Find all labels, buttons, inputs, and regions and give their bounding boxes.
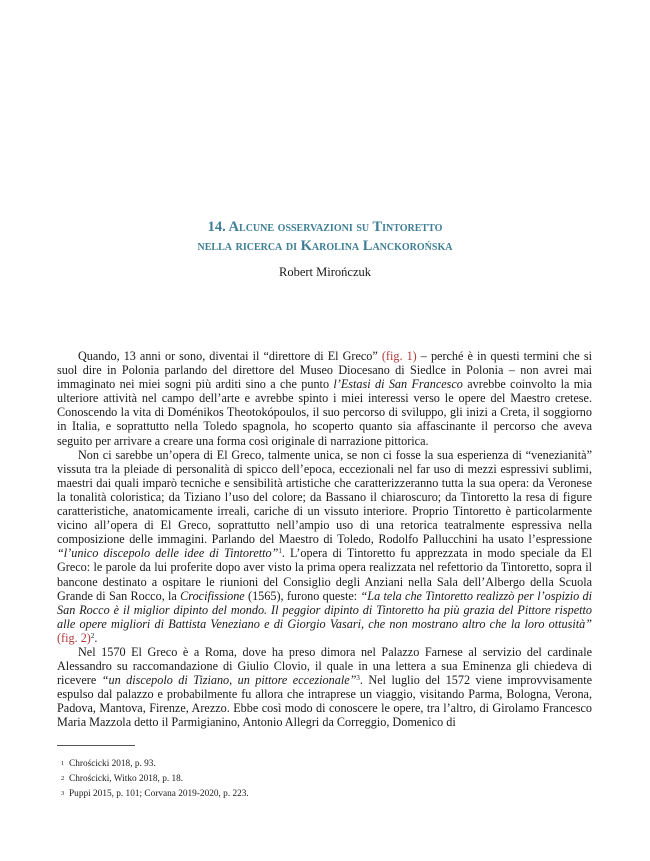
body-text — [57, 349, 592, 730]
footnote-marker[interactable]: 3 — [356, 674, 360, 683]
footnote — [57, 757, 592, 772]
footnote-separator — [57, 745, 135, 746]
paragraph-3 — [57, 645, 592, 730]
text-run: Nel 1570 El Greco è a Roma, dove ha preso dimora nel Palazzo Farnese al servizio del cardinale Alessandro su raccomandazione di Giulio Clovio, il quale in una lettera a sua Eminenza gli chiedeva di ricevere — [57, 644, 592, 688]
footnotes — [57, 757, 592, 802]
footnote-marker[interactable]: 2 — [90, 631, 95, 640]
author-name: Robert Mirończuk — [279, 265, 371, 279]
footnote-number: 3 — [61, 790, 65, 797]
footnote-text: Chrościcki 2018, p. 93. — [69, 759, 156, 769]
text-run: (1565), furono queste: — [244, 588, 361, 603]
italic-quote: “La tela che Tintoretto realizzò per l’ospizio di San Rocco è il miglior dipinto del mondo. Il peggior dipinto di Tintoretto ha più grazia del Pittore rispetto alle opere migliori di Battista Veneziano e di Giorgio Vasari, che non mostrano altro che la loro ottusità” — [57, 588, 592, 631]
text-run: Quando, 13 anni or sono, diventai il “direttore di El Greco” — [78, 349, 382, 363]
text-run: – perché è in questi termini che si suol dire in Polonia parlando del direttore del Museo Diocesano di Siedlce in Polonia – non avrei mai immaginato nei miei sogni più arditi sino a che punto — [57, 349, 593, 392]
text-run: avrebbe coinvolto la mia ulteriore attività nel campo dell’arte e avrebbe spinto i miei interessi verso le opere del Maestro cretese. Conoscendo la vita di Doménikos Theotokópoulos, il suo percorso di sviluppo, gli inizi a Creta, il soggiorno in Italia, e soprattutto nella Toledo spagnola, ho scoperto quanto sia affascinante il percorso che aveva seguito per arrivare a creare una forma così originale di narrazione pittorica. — [57, 377, 592, 448]
footnote-number: 1 — [61, 760, 65, 767]
chapter-title-line-2: nella ricerca di Karolina Lanckorońska — [197, 238, 453, 254]
paragraph-2 — [57, 448, 592, 645]
paragraph-1 — [57, 349, 592, 448]
italic-quote: “l’unico discepolo delle idee di Tintoretto” — [57, 546, 279, 561]
italic-title: Crocifissione — [180, 588, 245, 603]
figure-reference[interactable]: (fig. 2) — [57, 630, 91, 645]
text-run: . — [94, 630, 98, 645]
footnote — [57, 772, 592, 787]
text-run: Non ci sarebbe un’opera di El Greco, talmente unica, se non ci fosse la sua esperienza di “venezianità” vissuta tra la pleiade di personalità di spicco dell’epoca, eccezionali nel far uso di mezzi espressivi sublimi, maestri dai quali imparò tecniche e sensibilità artistiche che caratterizzeranno tutta la sua opera: da Veronese la tonalità coloristica; da Tiziano l’uso del colore; da Bassano il chiaroscuro; da Tintoretto la resa di figure caratteristiche, anatomicamente irreali, cariche di un vissuto interiore. Proprio Tintoretto è particolarmente vicino all’opera di El Greco, soprattutto nell’ampio uso di una retorica teatralmente espressiva nella composizione delle immagini. Parlando del Maestro di Toledo, Rodolfo Pallucchini ha usato l’espressione — [57, 447, 592, 547]
footnote — [57, 787, 592, 802]
italic-title: l’Estasi di San Francesco — [333, 377, 463, 392]
figure-reference[interactable]: (fig. 1) — [381, 349, 417, 363]
text-run: . Nel luglio del 1572 viene improvvisamente espulso dal palazzo e probabilmente fu allora che intraprese un viaggio, visitando Parma, Bologna, Verona, Padova, Mantova, Firenze, Arezzo. Ebbe così modo di conoscere le opere, tra l’altro, di Girolamo Francesco Maria Mazzola detto il Parmigianino, Antonio Allegri da Correggio, Domenico di — [57, 673, 592, 730]
footnote-marker[interactable]: 1 — [278, 547, 282, 556]
chapter-title-line-1: 14. Alcune osservazioni su Tintoretto — [207, 219, 443, 235]
footnote-text: Chrościcki, Witko 2018, p. 18. — [69, 774, 184, 784]
italic-quote: “un discepolo di Tiziano, un pittore eccezionale” — [101, 673, 357, 688]
footnote-text: Puppi 2015, p. 101; Corvana 2019-2020, p. 223. — [69, 789, 249, 799]
text-run: . L’opera di Tintoretto fu apprezzata in modo speciale da El Greco: le parole da lui proferite dopo aver visto la prima opera realizzata nel refettorio da Tintoretto, sopra il bancone destinato a ospitare le riunioni del Consiglio degli Anziani nella Sala dell’Albergo della Scuola Grande di San Rocco, la — [57, 546, 592, 603]
footnote-number: 2 — [61, 775, 65, 782]
